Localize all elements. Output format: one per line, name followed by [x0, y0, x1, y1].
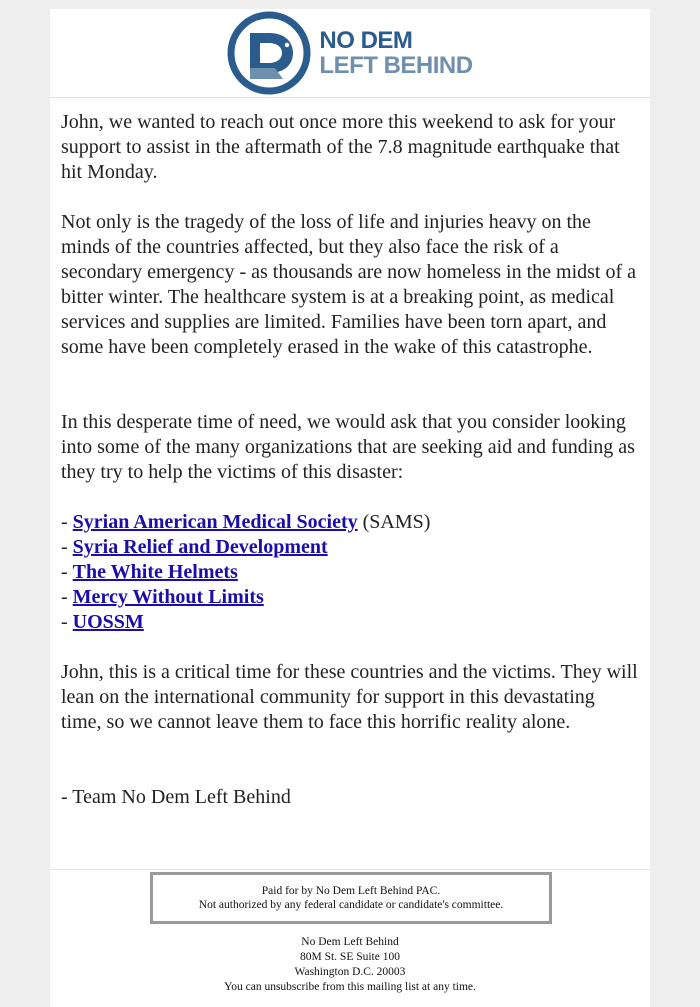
list-item [61, 610, 640, 635]
logo-icon [227, 11, 311, 95]
mercy-without-limits-link[interactable]: Mercy Without Limits [72, 586, 264, 608]
org-name: No Dem Left Behind [301, 936, 399, 948]
email-header [50, 9, 650, 98]
list-dash: - [61, 561, 73, 583]
syria-relief-link[interactable]: Syria Relief and Development [72, 536, 328, 558]
paid-for-text: Paid for by No Dem Left Behind PAC. [261, 885, 441, 897]
closing-paragraph: John, this is a critical time for these countries and the victims. They will lean on the international community for support in this devastating time, so we cannot leave them to face this horrific reality alone. [61, 661, 638, 733]
list-item [61, 535, 640, 560]
list-dash: - [61, 611, 73, 633]
street-address: 80M St. SE Suite 100 [299, 951, 400, 963]
city-address: Washington D.C. 20003 [294, 966, 406, 978]
list-dash: - [61, 586, 73, 608]
list-dash: - [61, 511, 73, 533]
brand-line-2: LEFT BEHIND [319, 52, 473, 79]
intro-paragraph: John, we wanted to reach out once more this weekend to ask for your support to assist in the aftermath of the 7.8 magnitude earthquake that hit Monday. [61, 111, 620, 183]
footer-divider [50, 869, 650, 870]
signature: - Team No Dem Left Behind [61, 786, 291, 808]
mailing-address [50, 935, 650, 995]
sams-suffix: (SAMS) [357, 511, 431, 533]
brand-name [319, 28, 472, 78]
sams-link[interactable]: Syrian American Medical Society [72, 511, 358, 533]
email-container [50, 9, 650, 1007]
uossm-link[interactable]: UOSSM [72, 611, 144, 633]
paid-for-disclaimer [150, 872, 552, 924]
unsubscribe-text[interactable]: You can unsubscribe from this mailing list at any time. [224, 981, 476, 993]
situation-paragraph: Not only is the tragedy of the loss of life and injuries heavy on the minds of the countries affected, but they also face the risk of a secondary emergency - as thousands are now homeless in the midst of a bitter winter. The healthcare system is at a breaking point, as medical services and supplies are limited. Families have been torn apart, and some have been completely erased in the wake of this catastrophe. [61, 211, 637, 358]
email-body [50, 98, 650, 810]
request-paragraph: In this desperate time of need, we would ask that you consider looking into some of the many organizations that are seeking aid and funding as they try to help the victims of this disaster: [61, 411, 635, 483]
list-item [61, 510, 640, 535]
not-authorized-text: Not authorized by any federal candidate or candidate's committee. [198, 899, 504, 911]
list-item [61, 585, 640, 610]
white-helmets-link[interactable]: The White Helmets [72, 561, 238, 583]
brand-line-1: NO DEM [319, 27, 413, 54]
org-list [61, 510, 640, 635]
list-item [61, 560, 640, 585]
list-dash: - [61, 536, 73, 558]
